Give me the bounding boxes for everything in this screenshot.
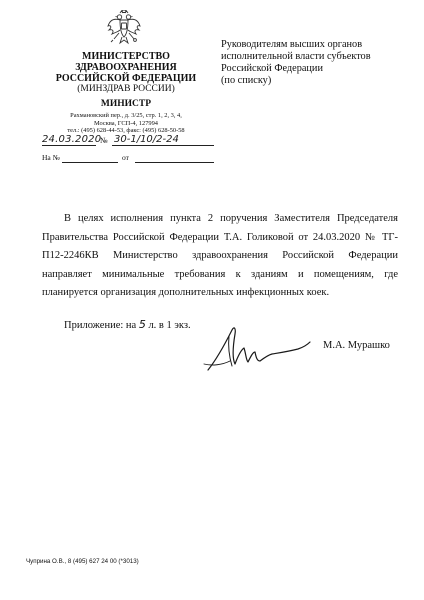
minister-title: МИНИСТР: [100, 99, 152, 109]
coat-of-arms-emblem: [106, 10, 142, 48]
ministry-short-name: (МИНЗДРАВ РОССИИ): [77, 84, 175, 94]
reference-number-underline: [62, 162, 118, 163]
addressee-block: [221, 39, 411, 87]
registration-number-label: №: [100, 136, 108, 145]
addressee-line2: исполнительной власти субъектов: [221, 51, 371, 62]
executor-contact: Чуприна О.В., 8 (495) 627 24 00 (*3013): [26, 558, 139, 565]
body-paragraph: В целях исполнения пункта 2 поручения Заместителя Председателя Правительства Российской Федерации Т.А. Голиковой от 24.03.2020 № ТГ-П12-2246КВ Министерство здравоохранения Российской Федерации направляет минимальные требования к зданиям и помещениям, где планируется организация дополнительных инфекционных коек.: [42, 213, 398, 298]
signatory-name: М.А. Мурашко: [323, 340, 390, 351]
ministry-name-line2: ЗДРАВООХРАНЕНИЯ: [75, 62, 177, 73]
registration-date: 24.03.2020: [42, 134, 102, 145]
registration-number: 30-1/10/2-24: [114, 134, 179, 145]
addressee-line3: Российской Федерации: [221, 63, 323, 74]
number-underline: [112, 145, 214, 146]
ministry-name-line3: РОССИЙСКОЙ ФЕДЕРАЦИИ: [55, 73, 197, 84]
attachment-suffix: л. в 1 экз.: [148, 320, 191, 331]
ministry-name-line1: МИНИСТЕРСТВО: [82, 51, 170, 62]
registration-line: [42, 134, 214, 148]
addressee-line4: (по списку): [221, 75, 272, 86]
address-line2: Москва, ГСП-4, 127994: [94, 119, 158, 127]
date-underline: [42, 145, 96, 146]
attachment-prefix: Приложение: на: [64, 320, 137, 331]
letter-body: [42, 210, 398, 303]
reference-number-label: На №: [42, 153, 60, 162]
attachment-pages: 5: [138, 318, 146, 331]
reference-from-label: от: [122, 153, 129, 162]
reference-line: [42, 153, 214, 165]
reference-from-underline: [135, 162, 214, 163]
address-phone-fax: тел.: (495) 628-44-53, факс: (495) 628-50-58: [67, 127, 185, 134]
attachment-line: [64, 318, 191, 331]
handwritten-signature: [202, 320, 314, 380]
address-line1: Рахмановский пер., д. 3/25, стр. 1, 2, 3, 4,: [70, 112, 182, 119]
addressee-line1: Руководителям высших органов: [221, 39, 363, 50]
